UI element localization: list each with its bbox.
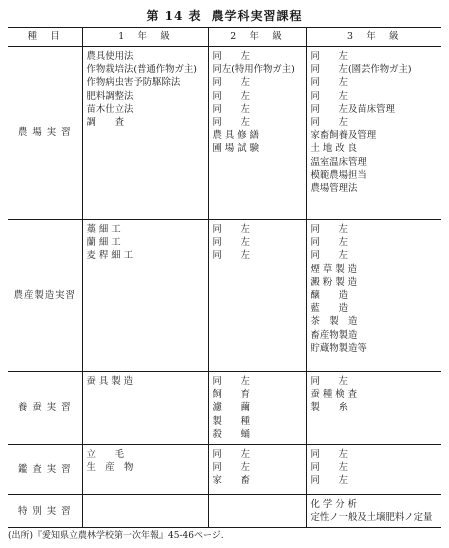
year-1-cell xyxy=(82,372,208,445)
practice-item: 農場管理法 xyxy=(310,182,358,194)
practice-item: 家畜飼養及管理 xyxy=(310,130,377,142)
row-category: 農産製造実習 xyxy=(8,220,82,372)
source-note: (出所)『愛知県立農林学校第一次年報』45-46ページ. xyxy=(8,531,224,541)
practice-item: 蚕 種 検 査 xyxy=(310,389,357,401)
table-row xyxy=(8,372,441,445)
practice-item: 蘭 細 工 xyxy=(86,237,121,249)
practice-item: 土 地 改 良 xyxy=(310,143,357,155)
practice-item: 濾 繭 xyxy=(212,402,251,414)
row-category: 農 場 実 習 xyxy=(8,47,82,220)
practice-item: 麦 稈 細 工 xyxy=(86,250,133,262)
practice-item: 蚕 具 製 造 xyxy=(86,376,133,387)
year-1-cell xyxy=(82,495,208,528)
practice-item: 同 左 xyxy=(310,116,349,128)
practice-item: 同 左 xyxy=(212,237,251,249)
practice-item: 飼 育 xyxy=(212,389,251,401)
practice-item: 同 左 xyxy=(212,116,251,128)
practice-item: 肥料調整法 xyxy=(86,90,134,102)
practice-item: 圃 場 試 験 xyxy=(212,143,259,155)
practice-item: 定性ノ一般及土壌肥料ノ定量 xyxy=(310,512,433,524)
practice-item: 藍 造 xyxy=(310,303,349,315)
practice-item: 調 査 xyxy=(86,116,125,128)
practice-item: 同 左 xyxy=(310,237,349,249)
practice-item: 藁 細 工 xyxy=(86,224,121,235)
practice-item: 生 産 物 xyxy=(86,462,134,474)
practice-item: 澱 粉 製 造 xyxy=(310,276,357,288)
year-1-cell xyxy=(82,445,208,495)
practice-item: 同 左 xyxy=(310,51,349,62)
practice-item: 同 左(園芸作物ガ主) xyxy=(310,64,412,76)
year-2-cell xyxy=(208,495,306,528)
practice-item: 同 左 xyxy=(212,103,251,115)
practice-item: 醸 造 xyxy=(310,289,349,301)
practice-item: 同 左 xyxy=(212,449,251,460)
practice-item: 農 具 修 繕 xyxy=(212,130,259,142)
table-row xyxy=(8,47,441,220)
table-row xyxy=(8,445,441,495)
practice-item: 同 左 xyxy=(212,376,251,387)
practice-item: 畜産物製造 xyxy=(310,329,358,341)
header-row xyxy=(8,28,441,47)
practice-item: 同 左 xyxy=(212,250,251,262)
practice-item: 同 左 xyxy=(310,90,349,102)
practice-item: 同 左 xyxy=(310,449,349,460)
year-2-cell xyxy=(208,372,306,445)
practice-item: 同 左 xyxy=(212,462,251,474)
header-year-3: 3 年 級 xyxy=(306,28,441,47)
practice-item: 製 種 xyxy=(212,415,251,427)
year-1-cell xyxy=(82,47,208,220)
practice-item: 製 糸 xyxy=(310,402,349,414)
practice-item: 家 畜 xyxy=(212,475,251,487)
practice-item: 同 左 xyxy=(310,462,349,474)
practice-item: 苗木仕立法 xyxy=(86,103,134,115)
year-3-cell xyxy=(306,220,441,372)
year-3-cell xyxy=(306,495,441,528)
year-2-cell xyxy=(208,220,306,372)
practice-item: 作物栽培法(普通作物ガ主) xyxy=(86,64,197,76)
practice-item: 温室温床管理 xyxy=(310,156,367,168)
table-title xyxy=(0,7,449,24)
curriculum-table xyxy=(8,27,441,528)
practice-item: 農具使用法 xyxy=(86,51,134,62)
practice-item: 同 左 xyxy=(212,77,251,89)
practice-item: 同左(特用作物ガ主) xyxy=(212,64,295,76)
practice-item: 模範農場担当 xyxy=(310,169,367,181)
row-category: 養 蚕 実 習 xyxy=(8,372,82,445)
table-number: 第 14 表 xyxy=(146,9,202,23)
practice-item: 同 左 xyxy=(212,90,251,102)
table-caption: 農学科実習課程 xyxy=(211,9,303,23)
year-3-cell xyxy=(306,445,441,495)
header-year-2: 2 年 級 xyxy=(208,28,306,47)
practice-item: 同 左 xyxy=(310,376,349,387)
year-1-cell xyxy=(82,220,208,372)
practice-item: 化 学 分 析 xyxy=(310,499,357,510)
year-3-cell xyxy=(306,372,441,445)
table-row xyxy=(8,220,441,372)
practice-item: 同 左 xyxy=(310,475,349,487)
practice-item: 煙 草 製 造 xyxy=(310,263,357,275)
practice-item: 作物病虫害予防駆除法 xyxy=(86,77,181,89)
year-3-cell xyxy=(306,47,441,220)
practice-item: 立 毛 xyxy=(86,449,125,460)
table-row xyxy=(8,495,441,528)
row-category: 鑑 査 実 習 xyxy=(8,445,82,495)
row-category: 特 別 実 習 xyxy=(8,495,82,528)
practice-item: 同 左 xyxy=(310,250,349,262)
practice-item: 同 左 xyxy=(310,224,349,235)
practice-item: 同 左 xyxy=(212,51,251,62)
year-2-cell xyxy=(208,445,306,495)
practice-item: 貯蔵物製造等 xyxy=(310,342,367,354)
year-2-cell xyxy=(208,47,306,220)
practice-item: 同 左 xyxy=(310,77,349,89)
practice-item: 同 左及苗床管理 xyxy=(310,103,395,115)
practice-item: 同 左 xyxy=(212,224,251,235)
header-category: 種 目 xyxy=(8,28,82,47)
practice-item: 殺 蛹 xyxy=(212,428,251,440)
practice-item: 茶 製 造 xyxy=(310,316,358,328)
header-year-1: 1 年 級 xyxy=(82,28,208,47)
